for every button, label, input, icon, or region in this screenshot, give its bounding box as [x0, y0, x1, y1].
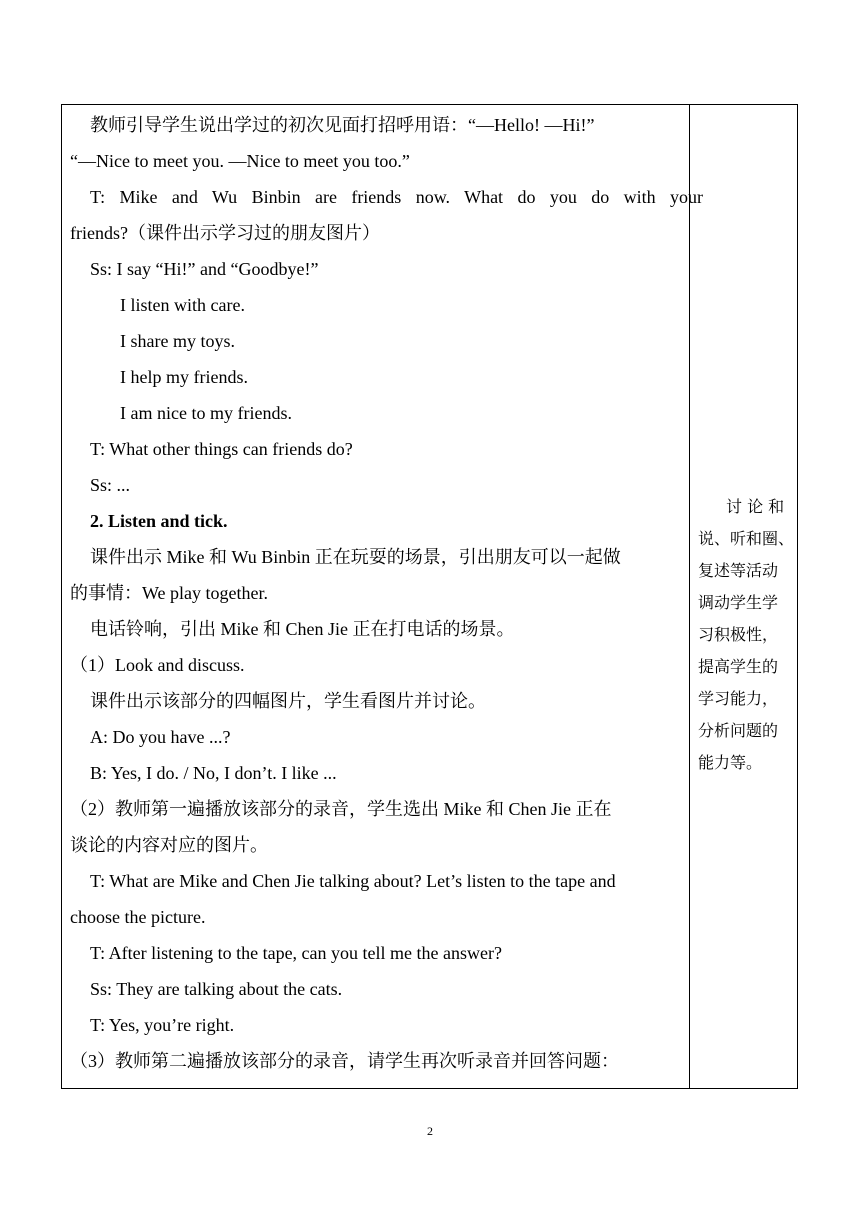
design-note-line: 调动学生学: [698, 593, 779, 612]
design-note-line: 提高学生的: [698, 657, 779, 676]
content-line: I help my friends.: [120, 367, 248, 387]
content-line: 课件出示该部分的四幅图片，学生看图片并讨论。: [90, 691, 486, 711]
page-number: 2: [427, 1124, 433, 1138]
content-line: Ss: ...: [90, 475, 131, 495]
content-line: Ss: They are talking about the cats.: [90, 979, 343, 999]
content-line: T: Mike and Wu Binbin are friends now. What do you do with your: [90, 187, 703, 207]
content-line: （3）教师第二遍播放该部分的录音，请学生再次听录音并回答问题：: [70, 1051, 619, 1071]
content-line: T: What other things can friends do?: [90, 439, 353, 459]
content-line: A: Do you have ...?: [90, 727, 231, 747]
content-line: I share my toys.: [120, 331, 235, 351]
content-line: Ss: I say “Hi!” and “Goodbye!”: [90, 259, 319, 279]
content-line: 谈论的内容对应的图片。: [70, 835, 268, 855]
design-note-line: 分析问题的: [698, 721, 779, 740]
content-line: 的事情：We play together.: [70, 583, 269, 603]
content-line: I am nice to my friends.: [120, 403, 292, 423]
content-line: 课件出示 Mike 和 Wu Binbin 正在玩耍的场景，引出朋友可以一起做: [90, 547, 621, 567]
content-line: I listen with care.: [120, 295, 245, 315]
content-line: （1）Look and discuss.: [70, 655, 245, 675]
content-line: T: After listening to the tape, can you tell me the answer?: [90, 943, 502, 963]
content-line: friends?（课件出示学习过的朋友图片）: [70, 223, 380, 243]
lesson-table: [61, 104, 798, 1089]
design-note-line: 习积极性，: [698, 625, 779, 644]
content-line: “—Nice to meet you. —Nice to meet you too.”: [70, 151, 410, 171]
content-line: choose the picture.: [70, 907, 206, 927]
design-note-line: 能力等。: [698, 753, 763, 772]
content-line: B: Yes, I do. / No, I don’t. I like ...: [90, 763, 337, 783]
content-line: （2）教师第一遍播放该部分的录音，学生选出 Mike 和 Chen Jie 正在: [70, 799, 612, 819]
content-line: T: Yes, you’re right.: [90, 1015, 235, 1035]
content-line: 教师引导学生说出学过的初次见面打招呼用语：“—Hello! —Hi!”: [90, 115, 595, 135]
design-intent-column: [690, 105, 798, 1088]
design-note-line: 讨 论 和: [726, 497, 785, 516]
design-note-line: 复述等活动: [698, 561, 779, 580]
section-heading: 2. Listen and tick.: [90, 511, 228, 531]
content-line: T: What are Mike and Chen Jie talking about? Let’s listen to the tape and: [90, 871, 616, 891]
design-note-line: 学习能力，: [698, 689, 779, 708]
design-note-line: 说、听和圈、: [698, 529, 795, 548]
content-line: 电话铃响，引出 Mike 和 Chen Jie 正在打电话的场景。: [90, 619, 515, 639]
